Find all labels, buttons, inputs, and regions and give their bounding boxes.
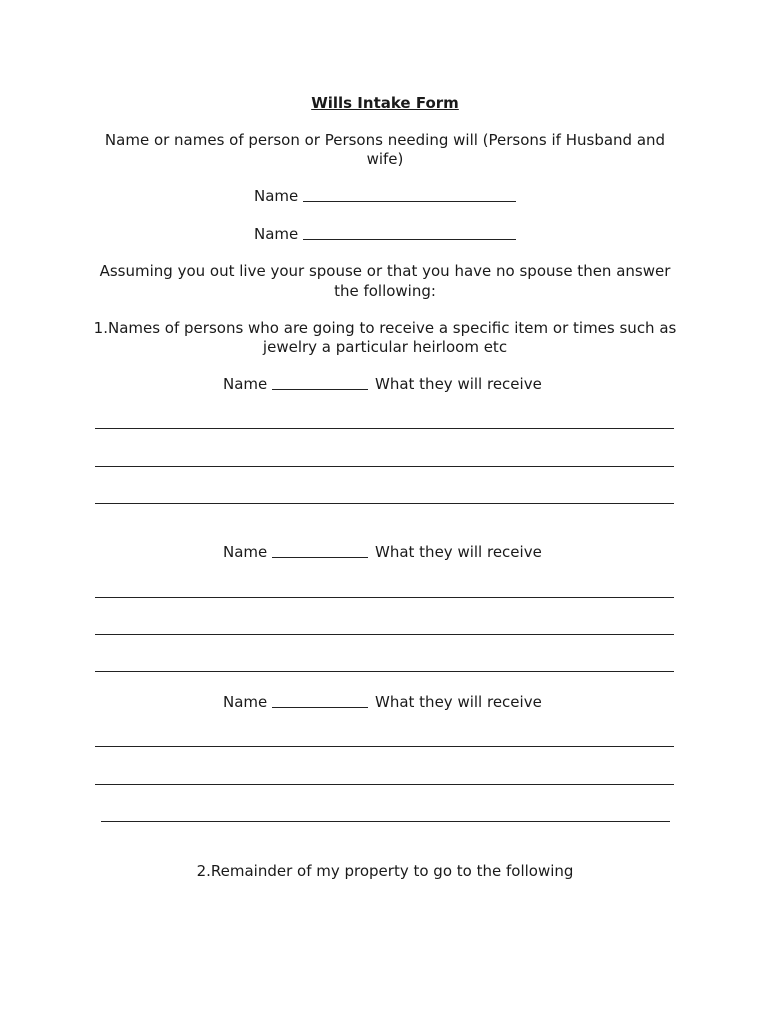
intro-line-1: Name or names of person or Persons needing will (Persons if Husband and — [104, 131, 666, 149]
receive-line-3c[interactable] — [101, 821, 670, 822]
receive-line-2a[interactable] — [95, 597, 674, 598]
section1-line-2: jewelry a particular heirloom etc — [262, 338, 508, 356]
recipient-name-field-1[interactable] — [272, 375, 368, 390]
recipient-name-field-3[interactable] — [272, 693, 368, 708]
section1-line-1: 1.Names of persons who are going to receive a specific item or times such as — [93, 319, 677, 337]
form-title: Wills Intake Form — [311, 94, 459, 112]
receive-line-1b[interactable] — [95, 466, 674, 467]
receive-line-1a[interactable] — [95, 428, 674, 429]
receive-line-3a[interactable] — [95, 746, 674, 747]
recipient-name-label: Name — [223, 693, 268, 711]
assume-line-1: Assuming you out live your spouse or that you have no spouse then answer — [99, 262, 671, 280]
receive-label: What they will receive — [375, 693, 542, 711]
intro-line-2: wife) — [366, 150, 404, 168]
recipient-name-label: Name — [223, 543, 268, 561]
receive-label: What they will receive — [375, 375, 542, 393]
receive-line-2c[interactable] — [95, 671, 674, 672]
receive-line-2b[interactable] — [95, 634, 674, 635]
recipient-name-field-2[interactable] — [272, 543, 368, 558]
receive-label: What they will receive — [375, 543, 542, 561]
recipient-name-label: Name — [223, 375, 268, 393]
name-label: Name — [254, 225, 299, 243]
name-label: Name — [254, 187, 299, 205]
assume-line-2: the following: — [334, 282, 436, 300]
receive-line-3b[interactable] — [95, 784, 674, 785]
section2-heading: 2.Remainder of my property to go to the following — [196, 862, 574, 880]
receive-line-1c[interactable] — [95, 503, 674, 504]
name-field-2[interactable] — [303, 225, 516, 240]
name-field-1[interactable] — [303, 187, 516, 202]
